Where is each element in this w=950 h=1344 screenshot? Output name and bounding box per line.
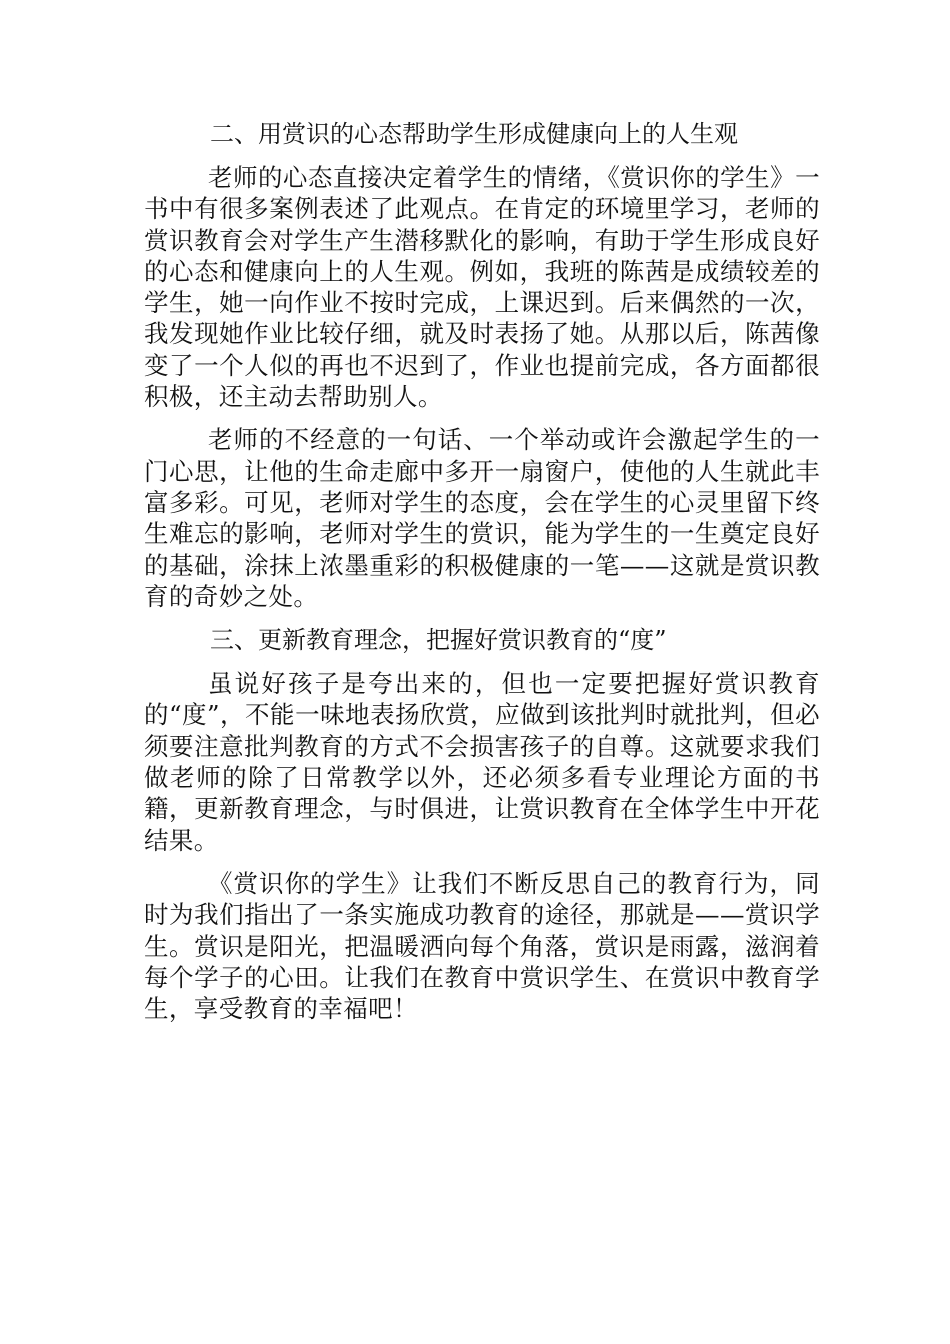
- section-2-heading: 二、用赏识的心态帮助学生形成健康向上的人生观: [210, 120, 738, 148]
- section-2-paragraph-2: 老师的不经意的一句话、一个举动或许会激起学生的一门心思，让他的生命走廊中多开一扇窗户，使他的人生就此丰富多彩。可见，老师对学生的态度，会在学生的心灵里留下终生难忘的影响，老师对学生的赏识，能为学生的一生奠定良好的基础，涂抹上浓墨重彩的积极健康的一笔——这就是赏识教育的奇妙之处。: [144, 425, 820, 611]
- section-2-paragraph-1: 老师的心态直接决定着学生的情绪，《赏识你的学生》一书中有很多案例表述了此观点。在肯定的环境里学习，老师的赏识教育会对学生产生潜移默化的影响，有助于学生形成良好的心态和健康向上的人生观。例如，我班的陈茜是成绩较差的学生，她一向作业不按时完成，上课迟到。后来偶然的一次，我发现她作业比较仔细，就及时表扬了她。从那以后，陈茜像变了一个人似的再也不迟到了，作业也提前完成，各方面都很积极，还主动去帮助别人。: [144, 163, 820, 412]
- section-3-paragraph-1: 虽说好孩子是夸出来的，但也一定要把握好赏识教育的“度”，不能一味地表扬欣赏，应做到该批判时就批判，但必须要注意批判教育的方式不会损害孩子的自尊。这就要求我们做老师的除了日常教学以外，还必须多看专业理论方面的书籍，更新教育理念，与时俱进，让赏识教育在全体学生中开花结果。: [144, 669, 820, 855]
- section-3-heading: 三、更新教育理念，把握好赏识教育的“度”: [210, 626, 667, 655]
- conclusion-paragraph: 《赏识你的学生》让我们不断反思自己的教育行为，同时为我们指出了一条实施成功教育的途径，那就是——赏识学生。赏识是阳光，把温暖洒向每个角落，赏识是雨露，滋润着每个学子的心田。让我们在教育中赏识学生、在赏识中教育学生，享受教育的幸福吧！: [144, 868, 820, 1024]
- document-body: [144, 118, 820, 1036]
